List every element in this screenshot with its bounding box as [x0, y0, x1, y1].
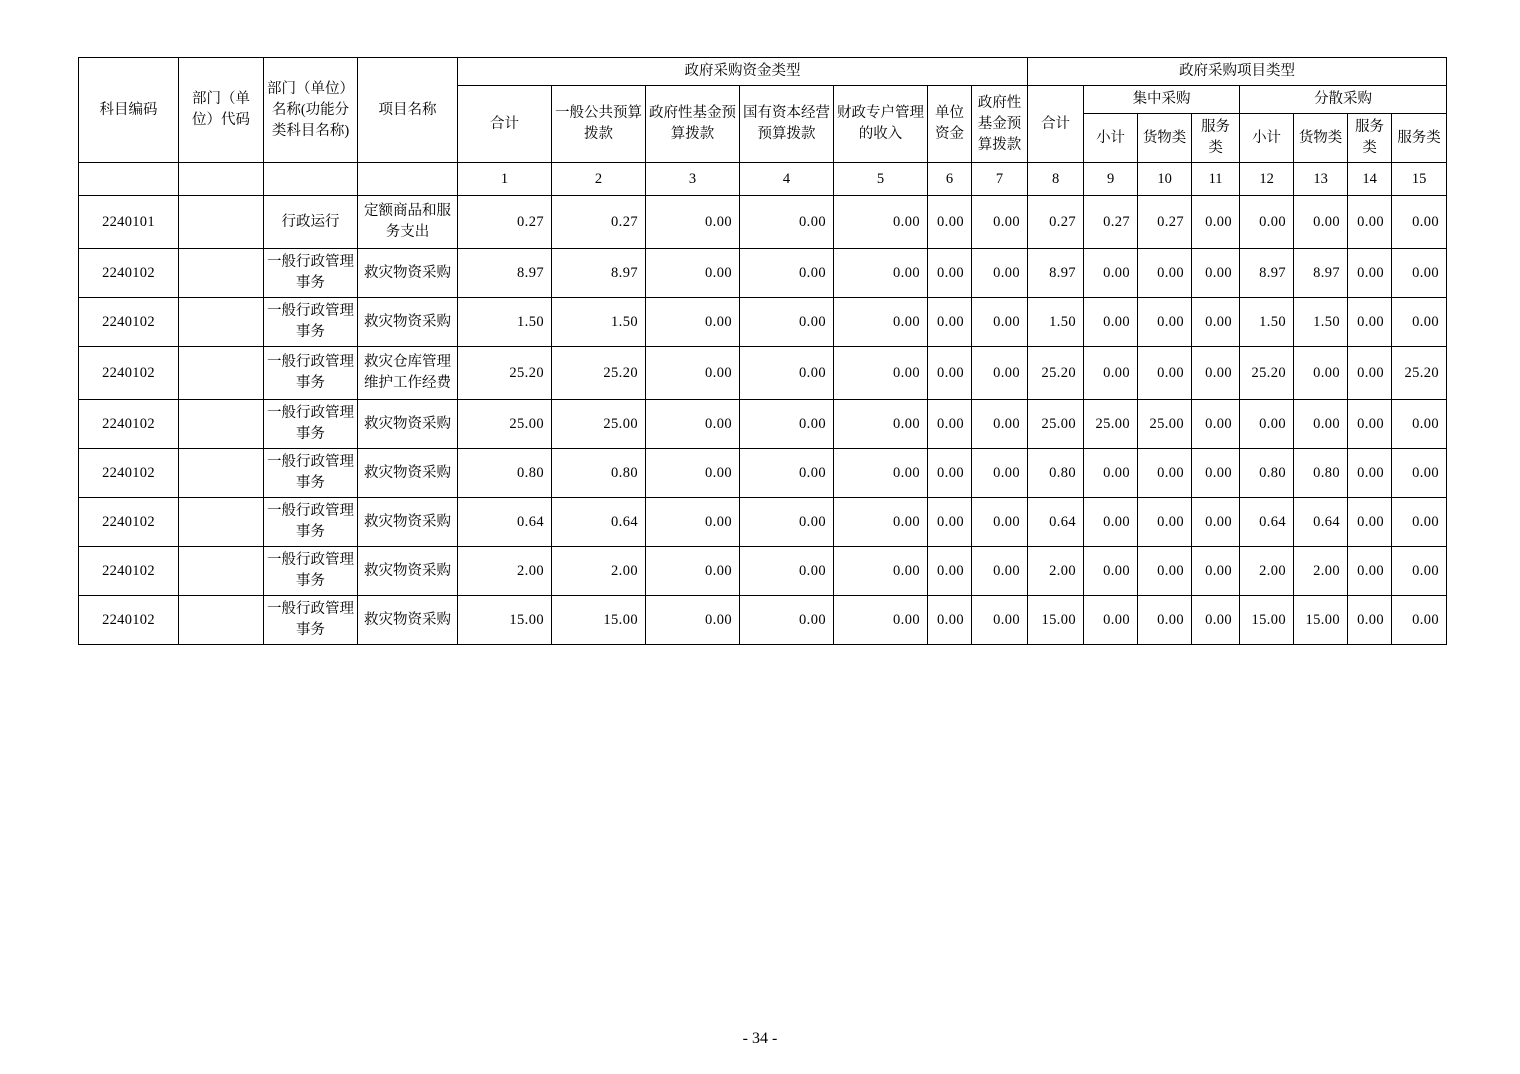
index-cell	[79, 163, 179, 196]
index-cell: 2	[552, 163, 646, 196]
cell-value-8: 0.64	[1028, 498, 1084, 547]
header-row-groups	[79, 58, 1447, 86]
col-centralized-service: 服务类	[1192, 114, 1240, 163]
cell-project-name: 救灾物资采购	[358, 498, 458, 547]
cell-subject-code: 2240102	[79, 596, 179, 645]
cell-dept-code	[179, 196, 264, 249]
cell-value-9: 0.00	[1084, 449, 1138, 498]
cell-dept-name: 一般行政管理事务	[264, 298, 358, 347]
cell-value-5: 0.00	[834, 400, 928, 449]
cell-value-7: 0.00	[972, 547, 1028, 596]
budget-table-container	[78, 57, 1442, 645]
cell-value-15: 0.00	[1392, 298, 1447, 347]
cell-value-5: 0.00	[834, 596, 928, 645]
cell-value-9: 0.00	[1084, 298, 1138, 347]
cell-project-name: 救灾物资采购	[358, 249, 458, 298]
table-row	[79, 298, 1447, 347]
cell-value-13: 15.00	[1294, 596, 1348, 645]
cell-value-5: 0.00	[834, 298, 928, 347]
cell-value-11: 0.00	[1192, 196, 1240, 249]
col-decentralized-goods: 货物类	[1294, 114, 1348, 163]
cell-value-7: 0.00	[972, 347, 1028, 400]
cell-value-3: 0.00	[646, 347, 740, 400]
cell-subject-code: 2240101	[79, 196, 179, 249]
cell-value-1: 0.27	[458, 196, 552, 249]
col-general-public-budget: 一般公共预算拨款	[552, 86, 646, 163]
cell-value-1: 0.80	[458, 449, 552, 498]
cell-dept-name: 一般行政管理事务	[264, 449, 358, 498]
index-cell: 14	[1348, 163, 1392, 196]
cell-value-9: 0.00	[1084, 498, 1138, 547]
cell-dept-name: 一般行政管理事务	[264, 596, 358, 645]
index-cell	[264, 163, 358, 196]
cell-dept-code	[179, 498, 264, 547]
cell-value-9: 25.00	[1084, 400, 1138, 449]
col-fiscal-special-account: 财政专户管理的收入	[834, 86, 928, 163]
cell-value-4: 0.00	[740, 400, 834, 449]
cell-value-6: 0.00	[928, 498, 972, 547]
index-cell: 8	[1028, 163, 1084, 196]
cell-value-14: 0.00	[1348, 347, 1392, 400]
cell-value-9: 0.00	[1084, 547, 1138, 596]
group-project-type: 政府采购项目类型	[1028, 58, 1447, 86]
cell-value-12: 0.00	[1240, 400, 1294, 449]
cell-value-2: 15.00	[552, 596, 646, 645]
page-footer: - 34 -	[742, 1030, 778, 1047]
cell-value-1: 25.20	[458, 347, 552, 400]
col-decentralized-subtotal: 小计	[1240, 114, 1294, 163]
cell-value-14: 0.00	[1348, 400, 1392, 449]
cell-value-5: 0.00	[834, 498, 928, 547]
cell-value-10: 0.00	[1138, 249, 1192, 298]
cell-value-5: 0.00	[834, 547, 928, 596]
cell-value-10: 0.00	[1138, 547, 1192, 596]
index-cell	[358, 163, 458, 196]
cell-value-13: 8.97	[1294, 249, 1348, 298]
cell-value-7: 0.00	[972, 498, 1028, 547]
col-dept-code: 部门（单位）代码	[179, 58, 264, 163]
cell-project-name: 定额商品和服务支出	[358, 196, 458, 249]
cell-value-13: 0.00	[1294, 347, 1348, 400]
cell-value-2: 0.27	[552, 196, 646, 249]
cell-value-4: 0.00	[740, 596, 834, 645]
cell-value-15: 0.00	[1392, 249, 1447, 298]
cell-value-6: 0.00	[928, 400, 972, 449]
cell-value-8: 15.00	[1028, 596, 1084, 645]
col-project-total: 合计	[1028, 86, 1084, 163]
cell-value-7: 0.00	[972, 400, 1028, 449]
cell-value-14: 0.00	[1348, 449, 1392, 498]
cell-value-13: 0.80	[1294, 449, 1348, 498]
index-cell: 12	[1240, 163, 1294, 196]
cell-value-12: 8.97	[1240, 249, 1294, 298]
cell-value-7: 0.00	[972, 249, 1028, 298]
col-state-capital-budget: 国有资本经营预算拨款	[740, 86, 834, 163]
col-subject-code: 科目编码	[79, 58, 179, 163]
cell-value-14: 0.00	[1348, 249, 1392, 298]
cell-value-15: 0.00	[1392, 196, 1447, 249]
cell-value-8: 0.80	[1028, 449, 1084, 498]
cell-value-9: 0.00	[1084, 249, 1138, 298]
cell-subject-code: 2240102	[79, 449, 179, 498]
cell-value-6: 0.00	[928, 596, 972, 645]
cell-value-6: 0.00	[928, 449, 972, 498]
cell-project-name: 救灾物资采购	[358, 596, 458, 645]
table-row	[79, 400, 1447, 449]
cell-project-name: 救灾物资采购	[358, 449, 458, 498]
col-decentralized-service: 服务类	[1348, 114, 1392, 163]
cell-value-11: 0.00	[1192, 547, 1240, 596]
cell-value-13: 0.64	[1294, 498, 1348, 547]
cell-subject-code: 2240102	[79, 400, 179, 449]
cell-value-10: 0.00	[1138, 298, 1192, 347]
cell-project-name: 救灾物资采购	[358, 400, 458, 449]
cell-value-11: 0.00	[1192, 347, 1240, 400]
table-row	[79, 449, 1447, 498]
cell-value-4: 0.00	[740, 347, 834, 400]
cell-value-3: 0.00	[646, 196, 740, 249]
group-fund-type: 政府采购资金类型	[458, 58, 1028, 86]
cell-dept-name: 行政运行	[264, 196, 358, 249]
table-row	[79, 498, 1447, 547]
table-row	[79, 249, 1447, 298]
cell-value-14: 0.00	[1348, 498, 1392, 547]
cell-value-8: 25.00	[1028, 400, 1084, 449]
cell-value-12: 0.80	[1240, 449, 1294, 498]
cell-value-6: 0.00	[928, 298, 972, 347]
index-cell: 13	[1294, 163, 1348, 196]
cell-value-11: 0.00	[1192, 249, 1240, 298]
group-decentralized-procurement: 分散采购	[1240, 86, 1447, 114]
cell-value-8: 2.00	[1028, 547, 1084, 596]
cell-value-3: 0.00	[646, 498, 740, 547]
cell-value-12: 2.00	[1240, 547, 1294, 596]
table-body	[79, 196, 1447, 645]
cell-dept-name: 一般行政管理事务	[264, 498, 358, 547]
index-cell: 7	[972, 163, 1028, 196]
cell-value-13: 2.00	[1294, 547, 1348, 596]
table-row	[79, 596, 1447, 645]
cell-value-1: 2.00	[458, 547, 552, 596]
cell-value-3: 0.00	[646, 298, 740, 347]
col-gov-fund-budget: 政府性基金预算拨款	[646, 86, 740, 163]
cell-dept-code	[179, 249, 264, 298]
index-cell: 3	[646, 163, 740, 196]
cell-value-3: 0.00	[646, 400, 740, 449]
cell-value-11: 0.00	[1192, 498, 1240, 547]
cell-value-15: 25.20	[1392, 347, 1447, 400]
cell-value-5: 0.00	[834, 347, 928, 400]
cell-value-1: 0.64	[458, 498, 552, 547]
cell-value-3: 0.00	[646, 449, 740, 498]
cell-value-7: 0.00	[972, 196, 1028, 249]
cell-value-13: 0.00	[1294, 196, 1348, 249]
cell-value-15: 0.00	[1392, 400, 1447, 449]
cell-value-5: 0.00	[834, 249, 928, 298]
cell-value-10: 0.00	[1138, 596, 1192, 645]
cell-value-6: 0.00	[928, 347, 972, 400]
cell-dept-code	[179, 547, 264, 596]
cell-value-12: 1.50	[1240, 298, 1294, 347]
cell-value-14: 0.00	[1348, 596, 1392, 645]
cell-dept-name: 一般行政管理事务	[264, 347, 358, 400]
cell-value-1: 25.00	[458, 400, 552, 449]
cell-value-15: 0.00	[1392, 498, 1447, 547]
cell-subject-code: 2240102	[79, 347, 179, 400]
cell-value-3: 0.00	[646, 596, 740, 645]
col-dept-name: 部门（单位）名称(功能分类科目名称)	[264, 58, 358, 163]
cell-project-name: 救灾物资采购	[358, 298, 458, 347]
cell-value-13: 0.00	[1294, 400, 1348, 449]
cell-dept-name: 一般行政管理事务	[264, 400, 358, 449]
cell-subject-code: 2240102	[79, 249, 179, 298]
cell-value-11: 0.00	[1192, 449, 1240, 498]
cell-value-2: 2.00	[552, 547, 646, 596]
cell-value-10: 0.00	[1138, 347, 1192, 400]
cell-value-4: 0.00	[740, 547, 834, 596]
cell-value-5: 0.00	[834, 196, 928, 249]
cell-value-12: 0.64	[1240, 498, 1294, 547]
col-centralized-subtotal: 小计	[1084, 114, 1138, 163]
cell-value-1: 15.00	[458, 596, 552, 645]
cell-value-4: 0.00	[740, 449, 834, 498]
government-procurement-budget-table	[78, 57, 1447, 645]
cell-value-4: 0.00	[740, 298, 834, 347]
cell-subject-code: 2240102	[79, 298, 179, 347]
cell-value-8: 0.27	[1028, 196, 1084, 249]
index-cell: 6	[928, 163, 972, 196]
cell-dept-code	[179, 298, 264, 347]
table-row	[79, 547, 1447, 596]
cell-dept-code	[179, 449, 264, 498]
index-cell: 5	[834, 163, 928, 196]
cell-value-4: 0.00	[740, 196, 834, 249]
col-project-name: 项目名称	[358, 58, 458, 163]
column-index-row	[79, 163, 1447, 196]
cell-value-10: 0.00	[1138, 498, 1192, 547]
cell-value-13: 1.50	[1294, 298, 1348, 347]
cell-value-5: 0.00	[834, 449, 928, 498]
table-row	[79, 347, 1447, 400]
col-unit-funds: 单位资金	[928, 86, 972, 163]
cell-subject-code: 2240102	[79, 547, 179, 596]
cell-value-2: 0.64	[552, 498, 646, 547]
cell-project-name: 救灾仓库管理维护工作经费	[358, 347, 458, 400]
cell-dept-name: 一般行政管理事务	[264, 249, 358, 298]
index-cell: 11	[1192, 163, 1240, 196]
cell-value-2: 0.80	[552, 449, 646, 498]
cell-value-8: 25.20	[1028, 347, 1084, 400]
cell-value-12: 25.20	[1240, 347, 1294, 400]
cell-value-6: 0.00	[928, 249, 972, 298]
cell-value-12: 0.00	[1240, 196, 1294, 249]
cell-value-2: 25.20	[552, 347, 646, 400]
cell-value-4: 0.00	[740, 249, 834, 298]
cell-value-10: 25.00	[1138, 400, 1192, 449]
cell-value-7: 0.00	[972, 596, 1028, 645]
cell-dept-code	[179, 596, 264, 645]
cell-subject-code: 2240102	[79, 498, 179, 547]
index-cell	[179, 163, 264, 196]
cell-value-15: 0.00	[1392, 449, 1447, 498]
index-cell: 4	[740, 163, 834, 196]
cell-dept-code	[179, 347, 264, 400]
index-cell: 9	[1084, 163, 1138, 196]
cell-value-1: 8.97	[458, 249, 552, 298]
cell-value-8: 8.97	[1028, 249, 1084, 298]
cell-project-name: 救灾物资采购	[358, 547, 458, 596]
cell-dept-name: 一般行政管理事务	[264, 547, 358, 596]
col-decentralized-service-2: 服务类	[1392, 114, 1447, 163]
cell-value-4: 0.00	[740, 498, 834, 547]
cell-value-7: 0.00	[972, 449, 1028, 498]
cell-value-11: 0.00	[1192, 596, 1240, 645]
cell-value-3: 0.00	[646, 249, 740, 298]
col-fund-total: 合计	[458, 86, 552, 163]
cell-value-7: 0.00	[972, 298, 1028, 347]
cell-value-14: 0.00	[1348, 196, 1392, 249]
table-row	[79, 196, 1447, 249]
cell-value-6: 0.00	[928, 547, 972, 596]
index-cell: 1	[458, 163, 552, 196]
cell-value-10: 0.00	[1138, 449, 1192, 498]
cell-value-6: 0.00	[928, 196, 972, 249]
index-cell: 10	[1138, 163, 1192, 196]
group-centralized-procurement: 集中采购	[1084, 86, 1240, 114]
cell-dept-code	[179, 400, 264, 449]
cell-value-15: 0.00	[1392, 596, 1447, 645]
col-gov-fund-budget-2: 政府性基金预算拨款	[972, 86, 1028, 163]
cell-value-9: 0.00	[1084, 596, 1138, 645]
cell-value-10: 0.27	[1138, 196, 1192, 249]
cell-value-12: 15.00	[1240, 596, 1294, 645]
cell-value-3: 0.00	[646, 547, 740, 596]
cell-value-14: 0.00	[1348, 298, 1392, 347]
cell-value-9: 0.00	[1084, 347, 1138, 400]
cell-value-15: 0.00	[1392, 547, 1447, 596]
cell-value-2: 1.50	[552, 298, 646, 347]
col-centralized-goods: 货物类	[1138, 114, 1192, 163]
cell-value-14: 0.00	[1348, 547, 1392, 596]
cell-value-11: 0.00	[1192, 298, 1240, 347]
cell-value-8: 1.50	[1028, 298, 1084, 347]
cell-value-1: 1.50	[458, 298, 552, 347]
cell-value-9: 0.27	[1084, 196, 1138, 249]
cell-value-11: 0.00	[1192, 400, 1240, 449]
cell-value-2: 8.97	[552, 249, 646, 298]
index-cell: 15	[1392, 163, 1447, 196]
cell-value-2: 25.00	[552, 400, 646, 449]
